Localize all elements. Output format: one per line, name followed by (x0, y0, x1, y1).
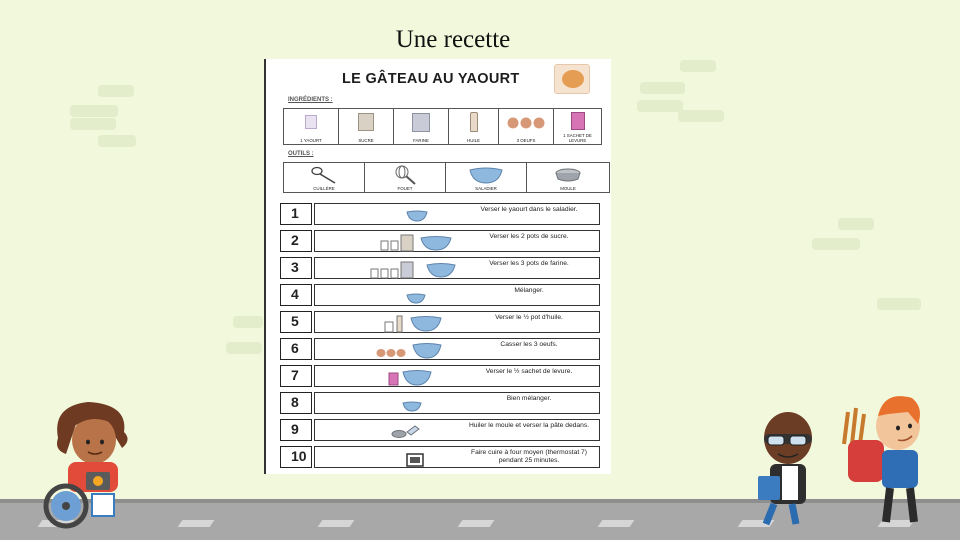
oil-and-bowl-icon (351, 315, 459, 333)
eggs-and-bowl-icon (351, 342, 459, 360)
background-dash (678, 110, 724, 122)
tool-saladier: SALADIER (446, 163, 527, 192)
bowl-icon (469, 166, 503, 184)
recipe-title: LE GÂTEAU AU YAOURT (342, 71, 520, 87)
mixing-bowl-icon (351, 396, 459, 414)
tools-label: OUTILS : (288, 151, 314, 157)
background-dash (98, 85, 134, 97)
ingredient-huile: HUILE (449, 109, 499, 144)
whisk-icon (393, 165, 417, 185)
recipe-sheet: LE GÂTEAU AU YAOURT INGRÉDIENTS : 1 YAOURT SUCRE FARINE HUILE 3 OEUFS 1 SACHET DE LEVURE OUTILS : CUILLÈRE FOUET SALADIER MOULE 1 Verser le yaourt dans le saladier. 2 Verser les 2 pots de sucre. 3 Verser les 3 pots de farine. 4 Mélanger. 5 Verser le ½ pot d'huile. 6 Casser les 3 oeufs. 7 Verser le ½ sachet de levure. 8 Bien mélanger. 9 Huiler le moule et verser la pâte dedans. 10 Faire cuire à four moyen (thermostat 7) pendant 25 minutes. (264, 59, 611, 474)
mixing-bowl-icon (351, 288, 459, 306)
yeast-sachet-icon (571, 112, 585, 130)
background-dash (680, 60, 716, 72)
background-dash (70, 118, 116, 130)
background-dash (233, 316, 263, 328)
oven-icon (351, 450, 459, 468)
flour-and-bowl-icon (351, 261, 459, 279)
ingredients-table (283, 108, 602, 145)
tool-moule: MOULE (527, 163, 609, 192)
tools-table (283, 162, 610, 193)
background-dash (877, 298, 921, 310)
ingredient-oeufs: 3 OEUFS (499, 109, 554, 144)
mold-icon (351, 423, 459, 441)
schoolchildren-illustration (748, 384, 948, 530)
yeast-and-bowl-icon (351, 369, 459, 387)
background-dash (838, 218, 874, 230)
background-dash (812, 238, 860, 250)
background-dash (98, 135, 136, 147)
flour-icon (412, 113, 430, 132)
tool-fouet: FOUET (365, 163, 446, 192)
slide-title: Une recette (395, 26, 511, 53)
background-dash (640, 82, 685, 94)
background-dash (637, 100, 683, 112)
oil-bottle-icon (470, 112, 478, 132)
ingredient-farine: FARINE (394, 109, 449, 144)
spoon-icon (311, 166, 337, 184)
ingredients-label: INGRÉDIENTS : (288, 97, 333, 103)
ingredient-sucre: SUCRE (339, 109, 394, 144)
background-dash (226, 342, 262, 354)
cake-photo (554, 64, 590, 94)
yogurt-icon (305, 115, 317, 129)
eggs-icon (507, 116, 545, 128)
cake-mold-icon (555, 168, 581, 182)
girl-wheelchair-illustration (36, 398, 140, 530)
sugar-icon (358, 113, 374, 131)
bowl-icon (351, 207, 459, 225)
tool-cuillere: CUILLÈRE (284, 163, 365, 192)
background-dash (70, 105, 118, 117)
sugar-and-bowl-icon (351, 234, 459, 252)
ingredient-yaourt: 1 YAOURT (284, 109, 339, 144)
ingredient-levure: 1 SACHET DE LEVURE (554, 109, 601, 144)
